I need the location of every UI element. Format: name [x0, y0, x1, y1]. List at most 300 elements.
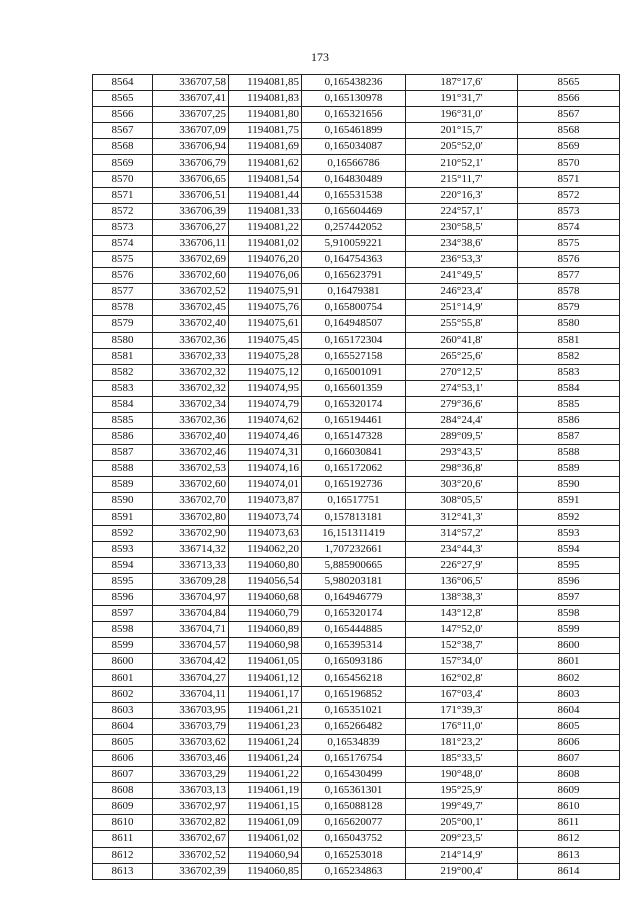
x-coordinate-cell: 336703,62: [153, 734, 229, 750]
table-row: [93, 380, 620, 396]
x-coordinate-cell: 336706,39: [153, 203, 229, 219]
table-row: [93, 718, 620, 734]
distance-cell: 0,157813181: [302, 509, 406, 525]
next-point-cell: 8585: [518, 396, 620, 412]
distance-cell: 0,165430499: [302, 767, 406, 783]
next-point-cell: 8572: [518, 187, 620, 203]
table-row: [93, 509, 620, 525]
direction-angle-cell: 190°48,0': [406, 767, 518, 783]
distance-cell: 0,165172304: [302, 332, 406, 348]
table-row: [93, 734, 620, 750]
direction-angle-cell: 279°36,6': [406, 396, 518, 412]
y-coordinate-cell: 1194061,22: [229, 767, 302, 783]
next-point-cell: 8584: [518, 380, 620, 396]
y-coordinate-cell: 1194075,91: [229, 284, 302, 300]
x-coordinate-cell: 336702,69: [153, 252, 229, 268]
next-point-cell: 8592: [518, 509, 620, 525]
y-coordinate-cell: 1194060,80: [229, 557, 302, 573]
point-number-cell: 8580: [93, 332, 153, 348]
next-point-cell: 8601: [518, 654, 620, 670]
next-point-cell: 8599: [518, 622, 620, 638]
x-coordinate-cell: 336706,65: [153, 171, 229, 187]
distance-cell: 0,165623791: [302, 268, 406, 284]
distance-cell: 0,165320174: [302, 606, 406, 622]
y-coordinate-cell: 1194060,85: [229, 863, 302, 879]
y-coordinate-cell: 1194074,95: [229, 380, 302, 396]
x-coordinate-cell: 336702,67: [153, 831, 229, 847]
y-coordinate-cell: 1194060,94: [229, 847, 302, 863]
point-number-cell: 8591: [93, 509, 153, 525]
table-row: [93, 702, 620, 718]
table-body: [93, 75, 620, 880]
distance-cell: 0,165253018: [302, 847, 406, 863]
next-point-cell: 8568: [518, 123, 620, 139]
distance-cell: 0,165034087: [302, 139, 406, 155]
distance-cell: 0,166030841: [302, 445, 406, 461]
y-coordinate-cell: 1194073,87: [229, 493, 302, 509]
point-number-cell: 8607: [93, 767, 153, 783]
distance-cell: 0,165147328: [302, 429, 406, 445]
next-point-cell: 8578: [518, 284, 620, 300]
direction-angle-cell: 226°27,9': [406, 557, 518, 573]
next-point-cell: 8607: [518, 750, 620, 766]
direction-angle-cell: 205°00,1': [406, 815, 518, 831]
y-coordinate-cell: 1194075,76: [229, 300, 302, 316]
table-row: [93, 75, 620, 91]
table-row: [93, 461, 620, 477]
direction-angle-cell: 210°52,1': [406, 155, 518, 171]
y-coordinate-cell: 1194061,24: [229, 734, 302, 750]
point-number-cell: 8565: [93, 91, 153, 107]
point-number-cell: 8582: [93, 364, 153, 380]
distance-cell: 0,165196852: [302, 686, 406, 702]
table-row: [93, 573, 620, 589]
y-coordinate-cell: 1194081,69: [229, 139, 302, 155]
point-number-cell: 8594: [93, 557, 153, 573]
table-row: [93, 300, 620, 316]
distance-cell: 0,165531538: [302, 187, 406, 203]
distance-cell: 0,165351021: [302, 702, 406, 718]
y-coordinate-cell: 1194075,61: [229, 316, 302, 332]
table-row: [93, 477, 620, 493]
table-row: [93, 396, 620, 412]
x-coordinate-cell: 336703,29: [153, 767, 229, 783]
point-number-cell: 8573: [93, 219, 153, 235]
table-row: [93, 493, 620, 509]
x-coordinate-cell: 336702,40: [153, 429, 229, 445]
y-coordinate-cell: 1194061,17: [229, 686, 302, 702]
table-row: [93, 445, 620, 461]
direction-angle-cell: 209°23,5': [406, 831, 518, 847]
direction-angle-cell: 181°23,2': [406, 734, 518, 750]
next-point-cell: 8569: [518, 139, 620, 155]
point-number-cell: 8602: [93, 686, 153, 702]
table-row: [93, 557, 620, 573]
distance-cell: 0,165604469: [302, 203, 406, 219]
table-row: [93, 284, 620, 300]
distance-cell: 0,16517751: [302, 493, 406, 509]
point-number-cell: 8566: [93, 107, 153, 123]
table-row: [93, 670, 620, 686]
y-coordinate-cell: 1194061,12: [229, 670, 302, 686]
table-row: [93, 799, 620, 815]
next-point-cell: 8609: [518, 783, 620, 799]
x-coordinate-cell: 336702,80: [153, 509, 229, 525]
table-row: [93, 541, 620, 557]
point-number-cell: 8575: [93, 252, 153, 268]
y-coordinate-cell: 1194074,46: [229, 429, 302, 445]
y-coordinate-cell: 1194074,79: [229, 396, 302, 412]
x-coordinate-cell: 336702,40: [153, 316, 229, 332]
table-row: [93, 171, 620, 187]
point-number-cell: 8571: [93, 187, 153, 203]
page-number: 173: [311, 50, 329, 64]
y-coordinate-cell: 1194081,44: [229, 187, 302, 203]
direction-angle-cell: 187°17,6': [406, 75, 518, 91]
point-number-cell: 8601: [93, 670, 153, 686]
next-point-cell: 8605: [518, 718, 620, 734]
distance-cell: 0,164948507: [302, 316, 406, 332]
y-coordinate-cell: 1194061,09: [229, 815, 302, 831]
next-point-cell: 8565: [518, 75, 620, 91]
x-coordinate-cell: 336702,34: [153, 396, 229, 412]
direction-angle-cell: 214°14,9': [406, 847, 518, 863]
next-point-cell: 8576: [518, 252, 620, 268]
direction-angle-cell: 230°58,5': [406, 219, 518, 235]
x-coordinate-cell: 336706,27: [153, 219, 229, 235]
distance-cell: 0,165234863: [302, 863, 406, 879]
next-point-cell: 8593: [518, 525, 620, 541]
direction-angle-cell: 157°34,0': [406, 654, 518, 670]
next-point-cell: 8603: [518, 686, 620, 702]
distance-cell: 0,164754363: [302, 252, 406, 268]
x-coordinate-cell: 336703,13: [153, 783, 229, 799]
direction-angle-cell: 236°53,3': [406, 252, 518, 268]
distance-cell: 0,165456218: [302, 670, 406, 686]
direction-angle-cell: 289°09,5': [406, 429, 518, 445]
y-coordinate-cell: 1194081,02: [229, 235, 302, 251]
direction-angle-cell: 147°52,0': [406, 622, 518, 638]
next-point-cell: 8586: [518, 412, 620, 428]
table-row: [93, 525, 620, 541]
table-row: [93, 187, 620, 203]
y-coordinate-cell: 1194060,89: [229, 622, 302, 638]
point-number-cell: 8589: [93, 477, 153, 493]
next-point-cell: 8588: [518, 445, 620, 461]
distance-cell: 0,165130978: [302, 91, 406, 107]
direction-angle-cell: 143°12,8': [406, 606, 518, 622]
table-row: [93, 155, 620, 171]
table-row: [93, 364, 620, 380]
direction-angle-cell: 196°31,0': [406, 107, 518, 123]
distance-cell: 0,16479381: [302, 284, 406, 300]
distance-cell: 5,885900665: [302, 557, 406, 573]
y-coordinate-cell: 1194074,16: [229, 461, 302, 477]
next-point-cell: 8582: [518, 348, 620, 364]
direction-angle-cell: 265°25,6': [406, 348, 518, 364]
point-number-cell: 8609: [93, 799, 153, 815]
x-coordinate-cell: 336706,51: [153, 187, 229, 203]
table-row: [93, 139, 620, 155]
table-row: [93, 235, 620, 251]
direction-angle-cell: 136°06,5': [406, 573, 518, 589]
distance-cell: 0,165395314: [302, 638, 406, 654]
next-point-cell: 8613: [518, 847, 620, 863]
table-row: [93, 686, 620, 702]
distance-cell: 0,165176754: [302, 750, 406, 766]
x-coordinate-cell: 336702,39: [153, 863, 229, 879]
point-number-cell: 8604: [93, 718, 153, 734]
distance-cell: 0,165321656: [302, 107, 406, 123]
distance-cell: 1,707232661: [302, 541, 406, 557]
direction-angle-cell: 298°36,8': [406, 461, 518, 477]
x-coordinate-cell: 336704,27: [153, 670, 229, 686]
next-point-cell: 8583: [518, 364, 620, 380]
table-row: [93, 606, 620, 622]
x-coordinate-cell: 336707,58: [153, 75, 229, 91]
x-coordinate-cell: 336707,09: [153, 123, 229, 139]
distance-cell: 0,165043752: [302, 831, 406, 847]
x-coordinate-cell: 336702,32: [153, 364, 229, 380]
y-coordinate-cell: 1194081,22: [229, 219, 302, 235]
point-number-cell: 8608: [93, 783, 153, 799]
y-coordinate-cell: 1194061,02: [229, 831, 302, 847]
point-number-cell: 8584: [93, 396, 153, 412]
direction-angle-cell: 191°31,7': [406, 91, 518, 107]
distance-cell: 0,165527158: [302, 348, 406, 364]
next-point-cell: 8595: [518, 557, 620, 573]
y-coordinate-cell: 1194061,19: [229, 783, 302, 799]
y-coordinate-cell: 1194076,06: [229, 268, 302, 284]
direction-angle-cell: 255°55,8': [406, 316, 518, 332]
y-coordinate-cell: 1194081,85: [229, 75, 302, 91]
next-point-cell: 8589: [518, 461, 620, 477]
y-coordinate-cell: 1194061,24: [229, 750, 302, 766]
point-number-cell: 8605: [93, 734, 153, 750]
direction-angle-cell: 234°38,6': [406, 235, 518, 251]
x-coordinate-cell: 336704,97: [153, 590, 229, 606]
point-number-cell: 8583: [93, 380, 153, 396]
table-row: [93, 863, 620, 879]
point-number-cell: 8574: [93, 235, 153, 251]
point-number-cell: 8570: [93, 171, 153, 187]
direction-angle-cell: 176°11,0': [406, 718, 518, 734]
distance-cell: 5,910059221: [302, 235, 406, 251]
direction-angle-cell: 303°20,6': [406, 477, 518, 493]
y-coordinate-cell: 1194081,62: [229, 155, 302, 171]
distance-cell: 0,165266482: [302, 718, 406, 734]
table-row: [93, 316, 620, 332]
next-point-cell: 8580: [518, 316, 620, 332]
distance-cell: 0,165438236: [302, 75, 406, 91]
point-number-cell: 8572: [93, 203, 153, 219]
next-point-cell: 8567: [518, 107, 620, 123]
point-number-cell: 8590: [93, 493, 153, 509]
next-point-cell: 8600: [518, 638, 620, 654]
direction-angle-cell: 219°00,4': [406, 863, 518, 879]
point-number-cell: 8577: [93, 284, 153, 300]
y-coordinate-cell: 1194076,20: [229, 252, 302, 268]
direction-angle-cell: 185°33,5': [406, 750, 518, 766]
next-point-cell: 8614: [518, 863, 620, 879]
x-coordinate-cell: 336713,33: [153, 557, 229, 573]
next-point-cell: 8590: [518, 477, 620, 493]
distance-cell: 0,165088128: [302, 799, 406, 815]
distance-cell: 16,151311419: [302, 525, 406, 541]
x-coordinate-cell: 336702,97: [153, 799, 229, 815]
distance-cell: 0,165172062: [302, 461, 406, 477]
distance-cell: 5,980203181: [302, 573, 406, 589]
point-number-cell: 8613: [93, 863, 153, 879]
distance-cell: 0,16566786: [302, 155, 406, 171]
next-point-cell: 8608: [518, 767, 620, 783]
next-point-cell: 8602: [518, 670, 620, 686]
x-coordinate-cell: 336702,32: [153, 380, 229, 396]
y-coordinate-cell: 1194081,80: [229, 107, 302, 123]
y-coordinate-cell: 1194061,21: [229, 702, 302, 718]
x-coordinate-cell: 336702,82: [153, 815, 229, 831]
x-coordinate-cell: 336709,28: [153, 573, 229, 589]
x-coordinate-cell: 336702,52: [153, 847, 229, 863]
table-row: [93, 654, 620, 670]
y-coordinate-cell: 1194075,28: [229, 348, 302, 364]
next-point-cell: 8604: [518, 702, 620, 718]
distance-cell: 0,165320174: [302, 396, 406, 412]
next-point-cell: 8611: [518, 815, 620, 831]
distance-cell: 0,165800754: [302, 300, 406, 316]
y-coordinate-cell: 1194061,23: [229, 718, 302, 734]
x-coordinate-cell: 336702,36: [153, 332, 229, 348]
y-coordinate-cell: 1194075,45: [229, 332, 302, 348]
table-row: [93, 107, 620, 123]
y-coordinate-cell: 1194081,54: [229, 171, 302, 187]
y-coordinate-cell: 1194073,74: [229, 509, 302, 525]
next-point-cell: 8581: [518, 332, 620, 348]
x-coordinate-cell: 336704,57: [153, 638, 229, 654]
next-point-cell: 8587: [518, 429, 620, 445]
distance-cell: 0,165620077: [302, 815, 406, 831]
y-coordinate-cell: 1194074,31: [229, 445, 302, 461]
point-number-cell: 8587: [93, 445, 153, 461]
y-coordinate-cell: 1194061,15: [229, 799, 302, 815]
direction-angle-cell: 167°03,4': [406, 686, 518, 702]
point-number-cell: 8598: [93, 622, 153, 638]
point-number-cell: 8576: [93, 268, 153, 284]
next-point-cell: 8571: [518, 171, 620, 187]
distance-cell: 0,165444885: [302, 622, 406, 638]
y-coordinate-cell: 1194062,20: [229, 541, 302, 557]
table-row: [93, 831, 620, 847]
table-row: [93, 412, 620, 428]
direction-angle-cell: 234°44,3': [406, 541, 518, 557]
direction-angle-cell: 171°39,3': [406, 702, 518, 718]
direction-angle-cell: 224°57,1': [406, 203, 518, 219]
direction-angle-cell: 199°49,7': [406, 799, 518, 815]
point-number-cell: 8597: [93, 606, 153, 622]
distance-cell: 0,165361301: [302, 783, 406, 799]
x-coordinate-cell: 336702,46: [153, 445, 229, 461]
point-number-cell: 8568: [93, 139, 153, 155]
point-number-cell: 8586: [93, 429, 153, 445]
table-row: [93, 622, 620, 638]
direction-angle-cell: 284°24,4': [406, 412, 518, 428]
direction-angle-cell: 251°14,9': [406, 300, 518, 316]
direction-angle-cell: 220°16,3': [406, 187, 518, 203]
next-point-cell: 8594: [518, 541, 620, 557]
table-row: [93, 91, 620, 107]
next-point-cell: 8577: [518, 268, 620, 284]
x-coordinate-cell: 336704,42: [153, 654, 229, 670]
next-point-cell: 8575: [518, 235, 620, 251]
x-coordinate-cell: 336704,11: [153, 686, 229, 702]
direction-angle-cell: 270°12,5': [406, 364, 518, 380]
direction-angle-cell: 138°38,3': [406, 590, 518, 606]
x-coordinate-cell: 336702,70: [153, 493, 229, 509]
point-number-cell: 8581: [93, 348, 153, 364]
distance-cell: 0,165194461: [302, 412, 406, 428]
point-number-cell: 8595: [93, 573, 153, 589]
direction-angle-cell: 246°23,4': [406, 284, 518, 300]
x-coordinate-cell: 336702,36: [153, 412, 229, 428]
y-coordinate-cell: 1194073,63: [229, 525, 302, 541]
x-coordinate-cell: 336702,53: [153, 461, 229, 477]
direction-angle-cell: 195°25,9': [406, 783, 518, 799]
point-number-cell: 8593: [93, 541, 153, 557]
next-point-cell: 8598: [518, 606, 620, 622]
x-coordinate-cell: 336704,71: [153, 622, 229, 638]
x-coordinate-cell: 336702,60: [153, 477, 229, 493]
table-row: [93, 429, 620, 445]
next-point-cell: 8574: [518, 219, 620, 235]
direction-angle-cell: 260°41,8': [406, 332, 518, 348]
direction-angle-cell: 241°49,5': [406, 268, 518, 284]
next-point-cell: 8579: [518, 300, 620, 316]
y-coordinate-cell: 1194060,79: [229, 606, 302, 622]
distance-cell: 0,164830489: [302, 171, 406, 187]
point-number-cell: 8564: [93, 75, 153, 91]
x-coordinate-cell: 336707,25: [153, 107, 229, 123]
point-number-cell: 8569: [93, 155, 153, 171]
x-coordinate-cell: 336704,84: [153, 606, 229, 622]
y-coordinate-cell: 1194060,98: [229, 638, 302, 654]
table-row: [93, 767, 620, 783]
next-point-cell: 8570: [518, 155, 620, 171]
direction-angle-cell: 312°41,3': [406, 509, 518, 525]
next-point-cell: 8597: [518, 590, 620, 606]
next-point-cell: 8573: [518, 203, 620, 219]
point-number-cell: 8579: [93, 316, 153, 332]
table-row: [93, 123, 620, 139]
next-point-cell: 8610: [518, 799, 620, 815]
point-number-cell: 8611: [93, 831, 153, 847]
point-number-cell: 8592: [93, 525, 153, 541]
x-coordinate-cell: 336703,79: [153, 718, 229, 734]
distance-cell: 0,165192736: [302, 477, 406, 493]
direction-angle-cell: 293°43,5': [406, 445, 518, 461]
point-number-cell: 8567: [93, 123, 153, 139]
y-coordinate-cell: 1194081,75: [229, 123, 302, 139]
point-number-cell: 8610: [93, 815, 153, 831]
table-row: [93, 252, 620, 268]
x-coordinate-cell: 336706,79: [153, 155, 229, 171]
x-coordinate-cell: 336707,41: [153, 91, 229, 107]
direction-angle-cell: 205°52,0': [406, 139, 518, 155]
y-coordinate-cell: 1194060,68: [229, 590, 302, 606]
direction-angle-cell: 201°15,7': [406, 123, 518, 139]
table-row: [93, 590, 620, 606]
x-coordinate-cell: 336702,90: [153, 525, 229, 541]
y-coordinate-cell: 1194081,33: [229, 203, 302, 219]
